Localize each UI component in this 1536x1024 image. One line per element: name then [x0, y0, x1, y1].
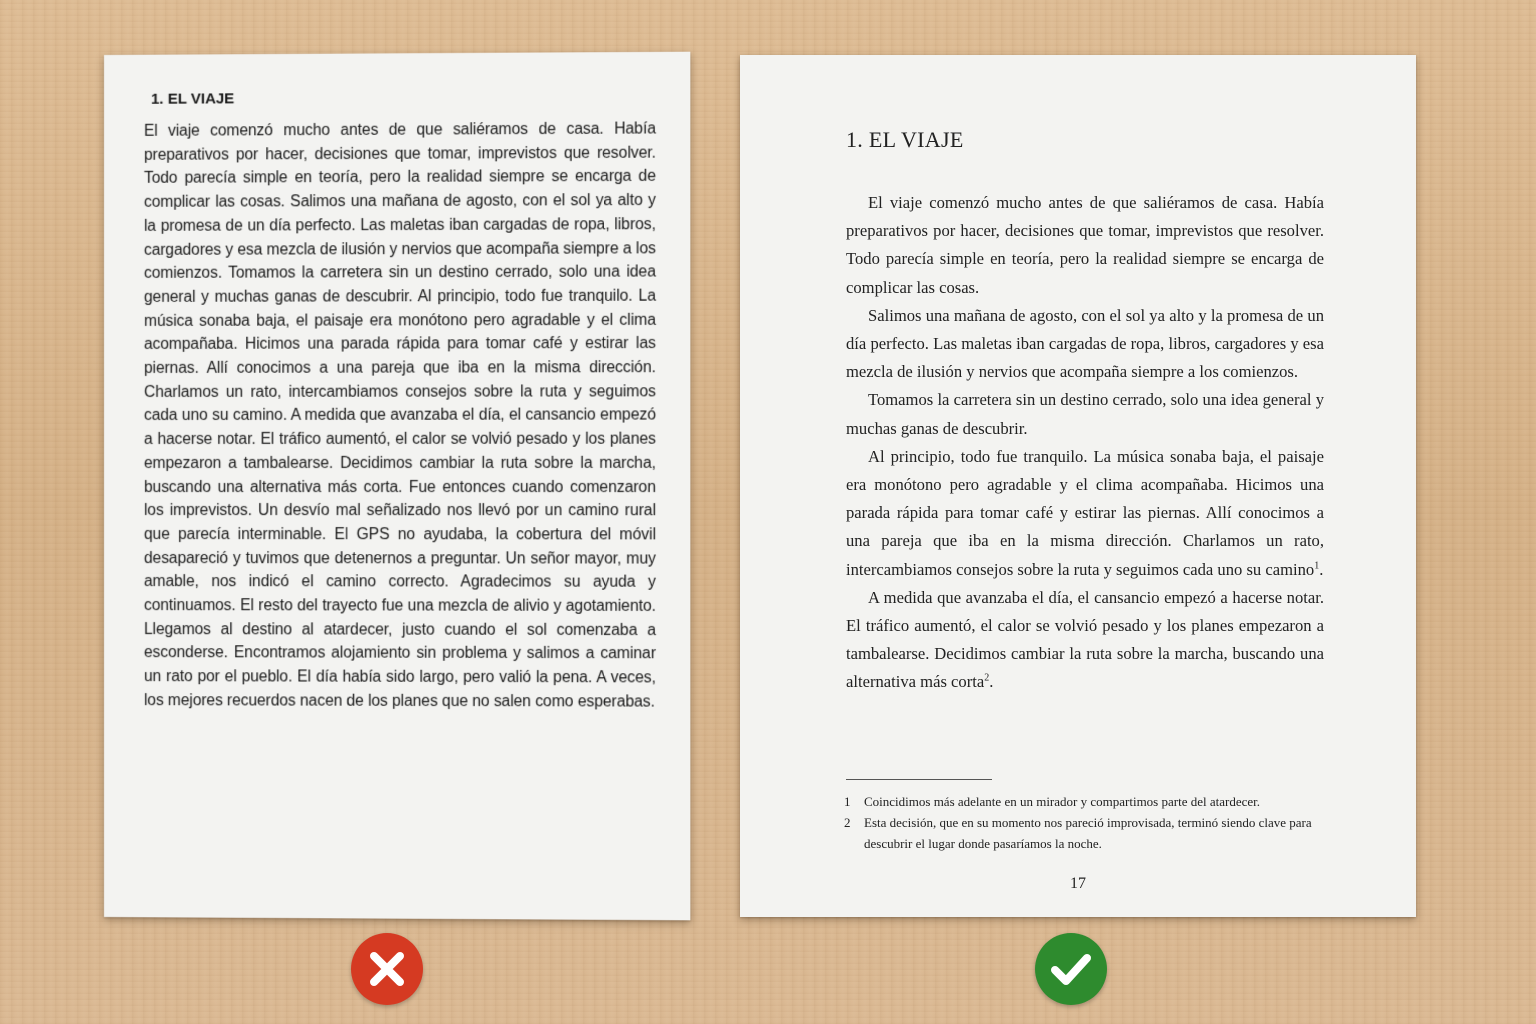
footnote-number: 1 — [844, 794, 851, 809]
page-incorrect-example — [104, 52, 690, 921]
footnote-text: Esta decisión, que en su momento nos pareció improvisada, terminó siendo clave para descubrir el lugar donde pasaríamos la noche. — [864, 815, 1312, 851]
footnote — [844, 791, 1324, 812]
footnote — [844, 812, 1324, 854]
paragraph-list — [846, 189, 1324, 697]
paragraph-text: Al principio, todo fue tranquilo. La música sonaba baja, el paisaje era monótono pero agradable y el clima acompañaba. Hicimos una parada rápida para tomar café y estirar las piernas. Allí conocimos a una pareja que iba en la misma dirección. Charlamos un rato, intercambiamos consejos sobre la ruta y seguimos cada uno su camino — [846, 446, 1324, 579]
chapter-heading: 1. EL VIAJE — [151, 90, 235, 108]
footnote-reference: 1 — [1314, 560, 1320, 572]
paragraph-end-punctuation: . — [1319, 559, 1324, 579]
paragraph — [846, 302, 1324, 387]
footnote-text: Coincidimos más adelante en un mirador y compartimos parte del atardecer. — [864, 794, 1261, 809]
checkmark-icon — [1035, 933, 1107, 1005]
paragraph — [846, 584, 1324, 697]
page-number: 17 — [1070, 875, 1086, 892]
paragraph — [846, 386, 1324, 442]
paragraph-text: El viaje comenzó mucho antes de que saliéramos de casa. Había preparativos por hacer, decisiones que tomar, imprevistos que resolver. Todo parecía simple en teoría, pero la realidad siempre se encarga de complicar las cosas. — [846, 193, 1324, 297]
paragraph-text: Salimos una mañana de agosto, con el sol ya alto y la promesa de un día perfecto. Las maletas iban cargadas de ropa, libros, cargadores y esa mezcla de ilusión y nervios que acompaña siempre a los comienzos. — [846, 305, 1324, 382]
body-text-block: El viaje comenzó mucho antes de que saliéramos de casa. Había preparativos por hacer, decisiones que tomar, imprevistos que resolver. Todo parecía simple en teoría, pero la realidad siempre se encarga de complicar las cosas. Salimos una mañana de agosto, con el sol ya alto y la promesa de un día perfecto. Las maletas iban cargadas de ropa, libros, cargadores y esa mezcla de ilusión y nervios que acompaña siempre a los comienzos. Tomamos la carretera sin un destino cerrado, solo una idea general y muchas ganas de descubrir. Al principio, todo fue tranquilo. La música sonaba baja, el paisaje era monótono pero agradable y el clima acompañaba. Hicimos una parada rápida para tomar café y estirar las piernas. Allí conocimos a una pareja que iba en la misma dirección. Charlamos un rato, intercambiamos consejos sobre la ruta y seguimos cada uno su camino. A medida que avanzaba el día, el cansancio empezó a hacerse notar. El tráfico aumentó, el calor se volvió pesado y los planes empezaron a tambalearse. Decidimos cambiar la ruta sobre la marcha, buscando una alternativa más corta. Fue entonces cuando comenzaron los imprevistos. Un desvío mal señalizado nos llevó por un camino rural que parecía interminable. El GPS no ayudaba, la cobertura del móvil desapareció y tuvimos que detenernos a preguntar. Un señor mayor, muy amable, nos indicó el camino correcto. Agradecimos su ayuda y continuamos. El resto del trayecto fue una mezcla de alivio y agotamiento. Llegamos al destino al atardecer, justo cuando el sol comenzaba a esconderse. Encontramos alojamiento sin problema y salimos a caminar un rato por el pueblo. El día había sido largo, pero valió la pena. A veces, los mejores recuerdos nacen de los planes que no salen como esperabas. — [144, 120, 656, 711]
page-correct-example — [740, 55, 1416, 917]
paragraph-text: Tomamos la carretera sin un destino cerrado, solo una idea general y muchas ganas de descubrir. — [846, 390, 1324, 438]
left-page-content — [144, 88, 656, 714]
footnotes — [844, 791, 1324, 854]
paragraph-text: A medida que avanzaba el día, el cansancio empezó a hacerse notar. El tráfico aumentó, el calor se volvió pesado y los planes empezaron a tambalearse. Decidimos cambiar la ruta sobre la marcha, buscando una alternativa más corta — [846, 587, 1324, 692]
chapter-heading: 1. EL VIAJE — [846, 127, 964, 152]
footnote-reference: 2 — [984, 672, 990, 684]
paragraph-end-punctuation: . — [989, 672, 994, 692]
correct-badge — [1035, 933, 1107, 1005]
footnote-number: 2 — [844, 815, 851, 830]
incorrect-badge — [351, 933, 423, 1005]
paragraph — [846, 189, 1324, 302]
cross-icon — [351, 933, 423, 1005]
right-page-content — [846, 127, 1324, 697]
footnote-divider — [846, 779, 992, 780]
paragraph — [846, 443, 1324, 584]
